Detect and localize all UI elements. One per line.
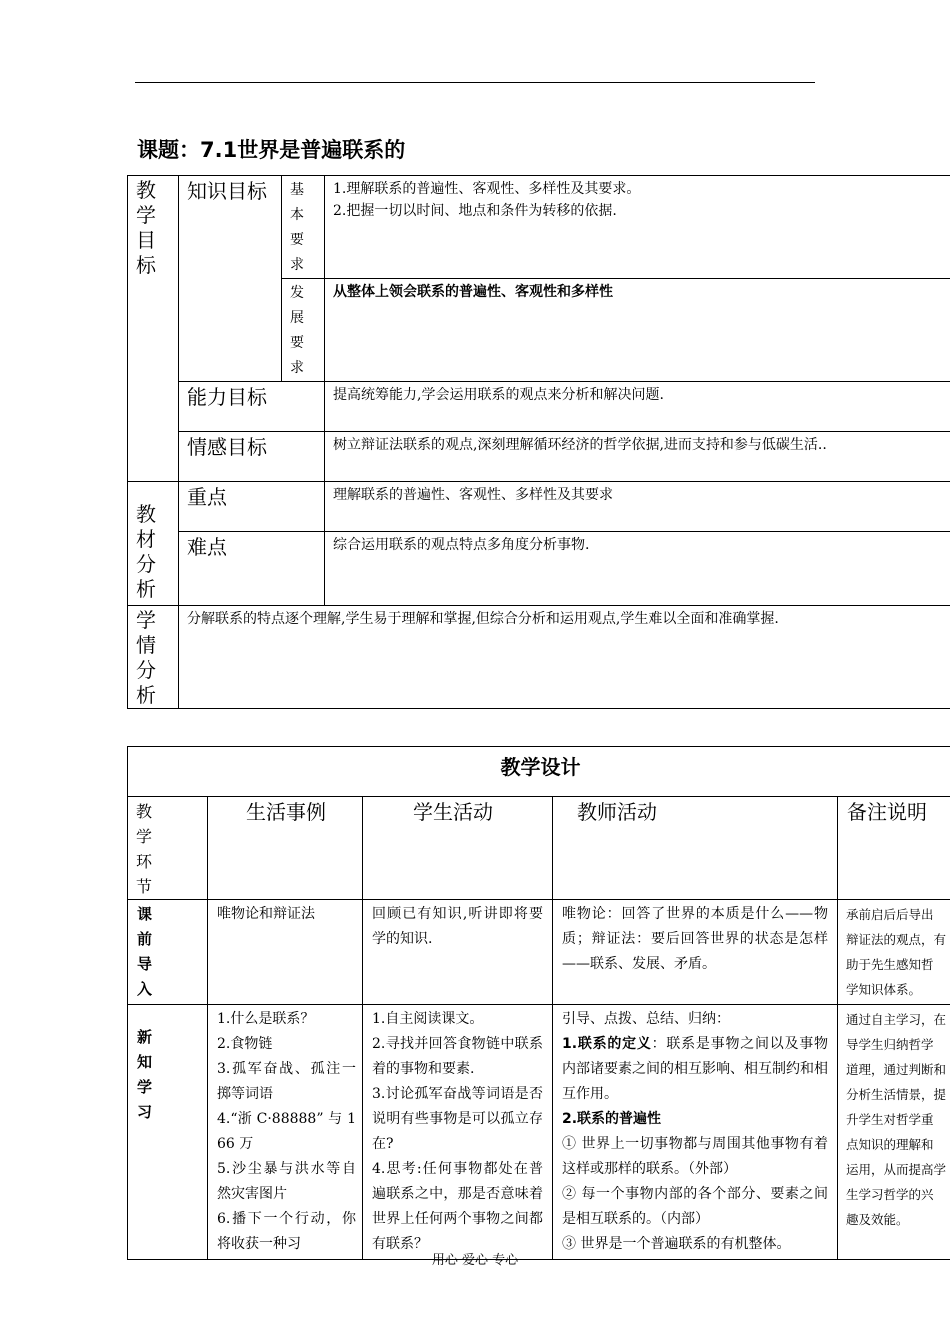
emotion-text: 树立辩证法联系的观点,深刻理解循环经济的哲学依据,进而支持和参与低碳生活.. [325,432,950,482]
list-item: 2.寻找并回答食物链中联系着的事物和要素. [372,1036,543,1077]
design-table [127,746,950,1260]
stage-new: 新知学习 [128,1005,208,1260]
key-label: 重点 [179,482,325,532]
student-text: 分解联系的特点逐个理解,学生易于理解和掌握,但综合分析和运用观点,学生难以全面和准确掌握. [179,606,950,709]
new-example [208,1005,363,1260]
stage-intro: 课前导入 [128,900,208,1005]
basic-label: 基本要求 [282,176,325,279]
teacher-intro: 引导、点拨、总结、归纳： [562,1011,730,1027]
teacher-definition: 1.联系的定义：联系是事物之间以及事物内部诸要素之间的相互影响、相互制约和相互作用。 [562,1036,829,1102]
intro-notes: 承前启后后导出 辩证法的观点，有 助于先生感知哲 学知识体系。 [838,900,950,1005]
header-rule [135,82,815,83]
list-item: ① 世界上一切事物都与周围其他事物有着这样或那样的联系。（外部） [562,1136,828,1177]
ability-text: 提高统筹能力,学会运用联系的观点来分析和解决问题. [325,382,950,432]
col-stage: 教学环节 [128,797,208,900]
list-item: 6.播下一个行动，你将收获一种习 [217,1211,356,1252]
section-student: 学情分析 [128,606,179,709]
col-teacher: 教师活动 [553,797,838,900]
intro-teacher: 唯物论：回答了世界的本质是什么——物质；辩证法：要后回答世界的状态是怎样——联系、发展、矛盾。 [553,900,838,1005]
list-item: 4.思考:任何事物都处在普遍联系之中，那是否意味着世界上任何两个事物之间都有联系？ [372,1161,543,1252]
basic-item: 2.把握一切以时间、地点和条件为转移的依据. [333,203,617,219]
dev-requirement: 从整体上领会联系的普遍性、客观性和多样性 [325,279,950,382]
list-item: 1.自主阅读课文。 [372,1011,484,1027]
design-heading: 教学设计 [128,747,950,797]
col-student: 学生活动 [363,797,553,900]
page-title: 课题：7.1世界是普遍联系的 [137,138,406,162]
basic-item: 1.理解联系的普遍性、客观性、多样性及其要求。 [333,181,641,197]
difficult-text: 综合运用联系的观点特点多角度分析事物. [325,532,950,606]
difficult-label: 难点 [179,532,325,606]
list-item: 2.食物链 [217,1036,273,1052]
list-item: 4.“浙 C·88888” 与 166 万 [217,1111,356,1152]
list-item: 1.什么是联系？ [217,1011,315,1027]
list-item: 3.孤军奋战、孤注一掷等词语 [217,1061,356,1102]
new-student [363,1005,553,1260]
col-example: 生活事例 [208,797,363,900]
basic-requirements [325,176,950,279]
list-item: 5.沙尘暴与洪水等自然灾害图片 [217,1161,356,1202]
list-item: 3.讨论孤军奋战等词语是否说明有些事物是可以孤立存在? [372,1086,543,1152]
page-footer: 用心 爱心 专心 [431,1253,519,1268]
objectives-table [127,175,950,709]
new-teacher [553,1005,838,1260]
intro-example: 唯物论和辩证法 [208,900,363,1005]
teacher-universality: 2.联系的普遍性 [562,1111,662,1127]
list-item: ③ 世界是一个普遍联系的有机整体。 [562,1236,791,1252]
col-notes: 备注说明 [838,797,950,900]
knowledge-label: 知识目标 [179,176,282,382]
section-objectives: 教学目标 [128,176,179,482]
section-material: 教材分析 [128,482,179,606]
new-notes: 通过自主学习，在 导学生归纳哲学 道理，通过判断和 分析生活情景，提 升学生对哲学重 点知识的理解和 运用，从而提高学 生学习哲学的兴 趣及效能。 [838,1005,950,1260]
dev-label: 发展要求 [282,279,325,382]
intro-student: 回顾已有知识,听讲即将要学的知识. [363,900,553,1005]
key-text: 理解联系的普遍性、客观性、多样性及其要求 [325,482,950,532]
emotion-label: 情感目标 [179,432,325,482]
ability-label: 能力目标 [179,382,325,432]
list-item: ② 每一个事物内部的各个部分、要素之间是相互联系的。（内部） [562,1186,828,1227]
